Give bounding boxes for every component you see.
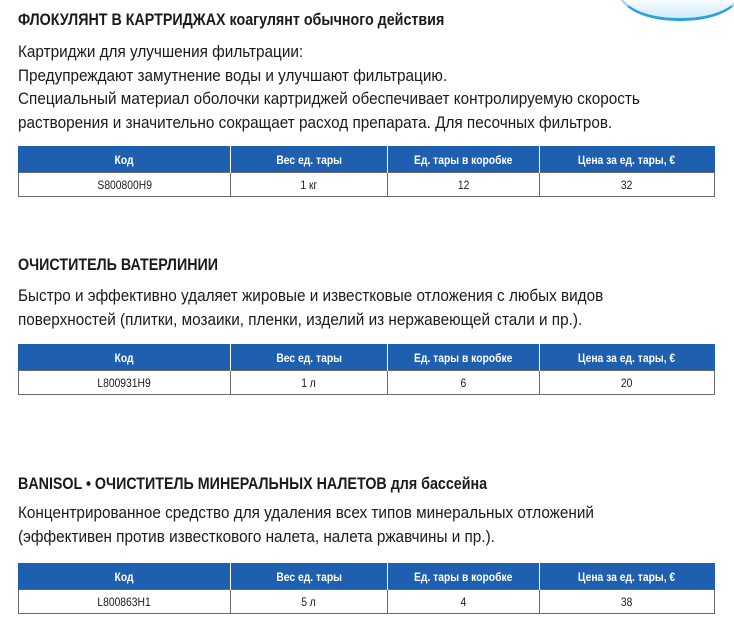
product-title xyxy=(18,10,444,30)
product-description xyxy=(18,40,709,134)
cell-units-per-box: 6 xyxy=(388,371,540,395)
table-row xyxy=(19,371,715,395)
cell-code: S800800H9 xyxy=(19,173,231,197)
product-title xyxy=(18,255,218,275)
cell-price: 32 xyxy=(540,173,715,197)
table-header-row xyxy=(19,147,715,173)
product-title-sub: для бассейна xyxy=(390,474,488,493)
table-header-row xyxy=(19,564,715,590)
header-price: Цена за ед. тары, € xyxy=(540,147,715,173)
product-description xyxy=(18,501,658,548)
description-line: растворения и значительно сокращает расход препарата. Для песочных фильтров. xyxy=(18,112,613,132)
header-unit-weight: Вес ед. тары xyxy=(231,147,388,173)
description-line: Быстро и эффективно удаляет жировые и известковые отложения с любых видов xyxy=(18,286,604,305)
product-title-main: ОЧИСТИТЕЛЬ ВАТЕРЛИНИИ xyxy=(18,255,219,274)
cell-unit-weight: 1 л xyxy=(231,371,388,395)
product-description xyxy=(18,284,668,331)
header-code: Код xyxy=(19,564,231,590)
header-price: Цена за ед. тары, € xyxy=(540,345,715,371)
header-unit-weight: Вес ед. тары xyxy=(231,564,388,590)
table-row xyxy=(19,590,715,614)
spec-table xyxy=(18,344,715,395)
cell-units-per-box: 4 xyxy=(388,590,540,614)
header-code: Код xyxy=(19,147,231,173)
header-price: Цена за ед. тары, € xyxy=(540,564,715,590)
header-units-per-box: Ед. тары в коробке xyxy=(388,345,540,371)
cell-unit-weight: 5 л xyxy=(231,590,388,614)
cell-units-per-box: 12 xyxy=(388,173,540,197)
product-title-main: BANISOL • ОЧИСТИТЕЛЬ МИНЕРАЛЬНЫХ НАЛЕТОВ xyxy=(18,474,387,493)
spec-table xyxy=(18,146,715,197)
cell-price: 20 xyxy=(540,371,715,395)
description-line: поверхностей (плитки, мозаики, пленки, изделий из нержавеющей стали и пр.). xyxy=(18,309,583,329)
description-line: Картриджи для улучшения фильтрации: xyxy=(18,42,304,61)
cell-code: L800931H9 xyxy=(19,371,231,395)
description-line: (эффективен против известкового налета, налета ржавчины и пр.). xyxy=(18,526,495,546)
product-title-main: ФЛОКУЛЯНТ В КАРТРИДЖАХ xyxy=(18,10,226,29)
cell-price: 38 xyxy=(540,590,715,614)
table-row xyxy=(19,173,715,197)
header-code: Код xyxy=(19,345,231,371)
description-line: Специальный материал оболочки картриджей обеспечивает контролируемую скорость xyxy=(18,89,640,108)
header-units-per-box: Ед. тары в коробке xyxy=(388,564,540,590)
description-line: Предупреждают замутнение воды и улучшают фильтрацию. xyxy=(18,65,448,85)
product-title-sub: коагулянт обычного действия xyxy=(229,10,445,29)
product-title xyxy=(18,474,487,494)
header-units-per-box: Ед. тары в коробке xyxy=(388,147,540,173)
brand-logo-fragment xyxy=(618,0,734,21)
cell-code: L800863H1 xyxy=(19,590,231,614)
description-line: Концентрированное средство для удаления всех типов минеральных отложений xyxy=(18,503,594,522)
spec-table xyxy=(18,563,715,614)
header-unit-weight: Вес ед. тары xyxy=(231,345,388,371)
table-header-row xyxy=(19,345,715,371)
cell-unit-weight: 1 кг xyxy=(231,173,388,197)
